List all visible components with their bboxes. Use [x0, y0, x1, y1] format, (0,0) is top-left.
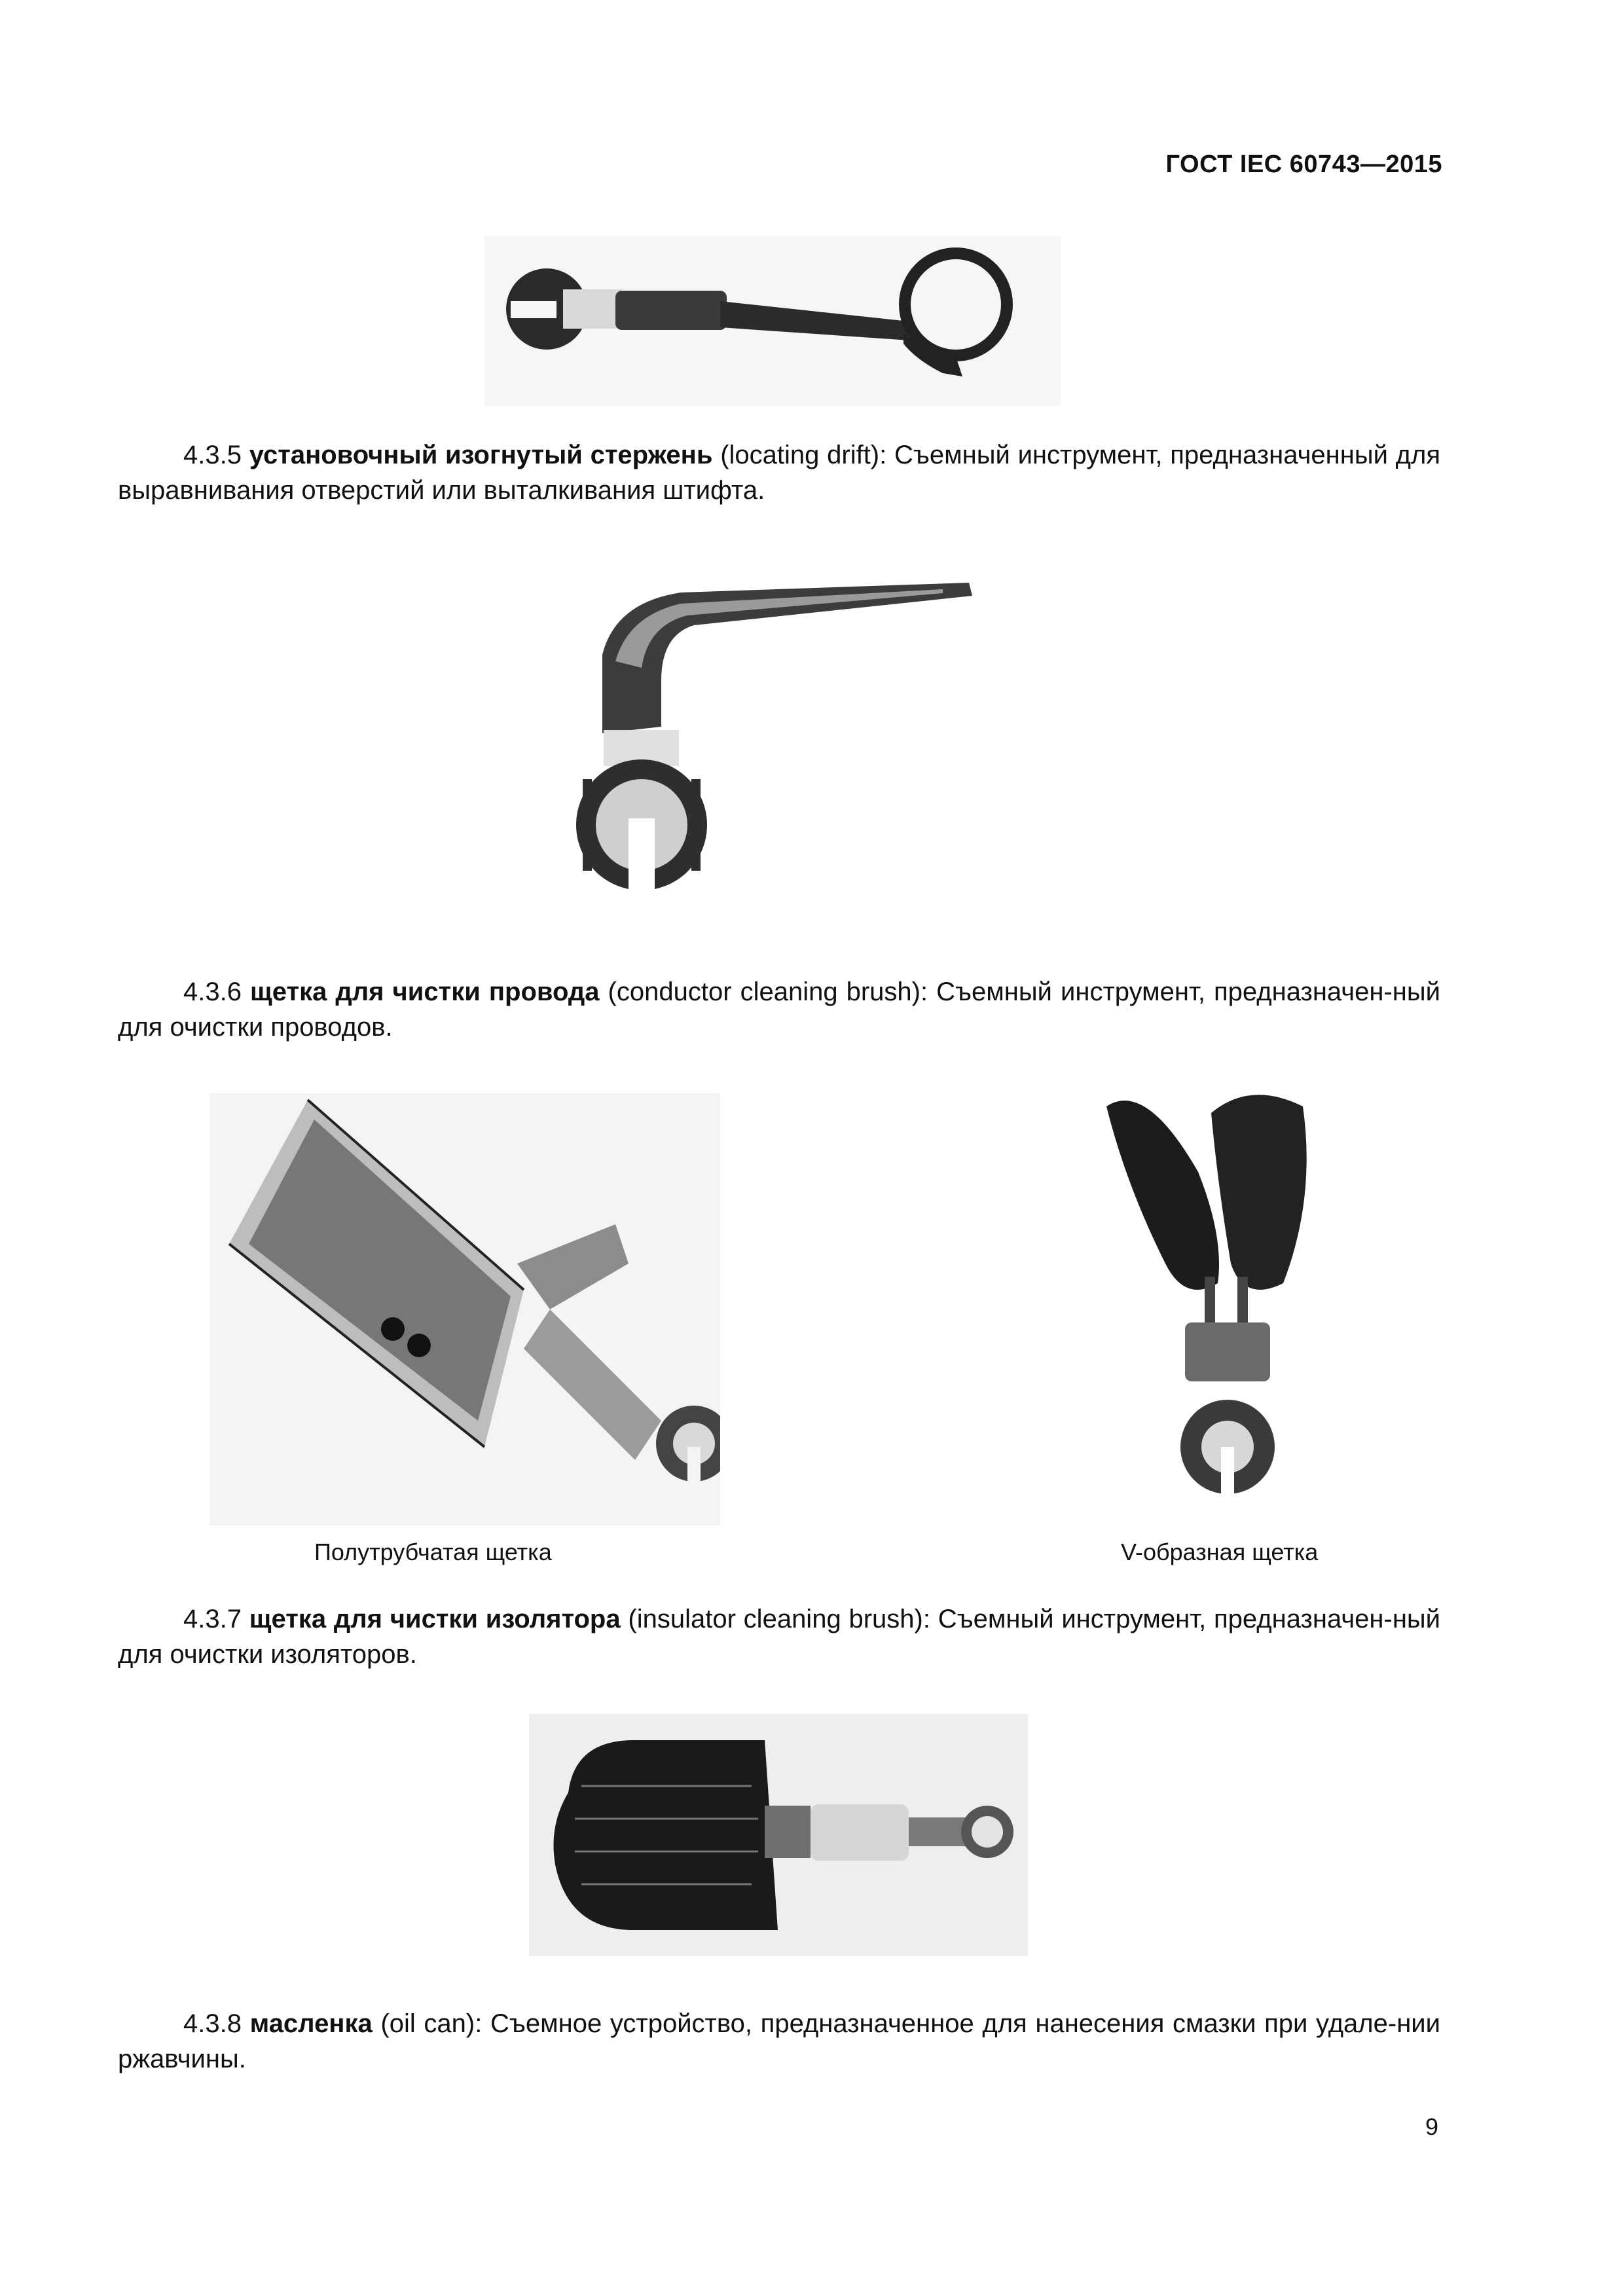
page-number: 9	[1425, 2113, 1438, 2140]
v-shaped-brush-illustration	[1087, 1067, 1362, 1519]
caption-half-tube-brush: Полутрубчатая щетка	[314, 1539, 552, 1565]
english-term: (insulator cleaning brush):	[628, 1605, 930, 1633]
english-term: (oil can):	[380, 2009, 483, 2038]
definition-4-3-8	[118, 2006, 1440, 2077]
term: щетка для чистки провода	[250, 977, 600, 1006]
term: установочный изогнутый стержень	[249, 441, 713, 469]
term: масленка	[249, 2009, 373, 2038]
term: щетка для чистки изолятора	[249, 1605, 621, 1633]
insulator-brush-illustration	[529, 1714, 1028, 1956]
caption-v-shaped-brush: V-образная щетка	[1121, 1539, 1319, 1565]
definition-text: Съемный инструмент, предназначен-ный для очистки изоляторов.	[118, 1605, 1441, 1669]
definition-text: Съемный инструмент, предназначен-ный для очистки проводов.	[118, 977, 1440, 1042]
ring-tool-illustration	[484, 236, 1061, 406]
definition-4-3-7	[118, 1601, 1440, 1672]
definition-4-3-6	[118, 974, 1440, 1045]
half-tube-brush-illustration	[210, 1093, 720, 1525]
locating-drift-illustration	[563, 563, 995, 917]
definition-text: Съемное устройство, предназначенное для нанесения смазки при удале-нии ржавчины.	[118, 2009, 1440, 2073]
definition-text: Съемный инструмент, предназначенный для выравнивания отверстий или выталкивания штифта.	[118, 441, 1441, 505]
item-number: 4.3.7	[183, 1605, 242, 1633]
english-term: (conductor cleaning brush):	[608, 977, 928, 1006]
item-number: 4.3.5	[183, 441, 242, 469]
item-number: 4.3.6	[183, 977, 242, 1006]
document-header: ГОСТ IEC 60743—2015	[1165, 151, 1442, 178]
english-term: (locating drift):	[720, 441, 887, 469]
item-number: 4.3.8	[183, 2009, 242, 2038]
definition-4-3-5	[118, 437, 1440, 508]
